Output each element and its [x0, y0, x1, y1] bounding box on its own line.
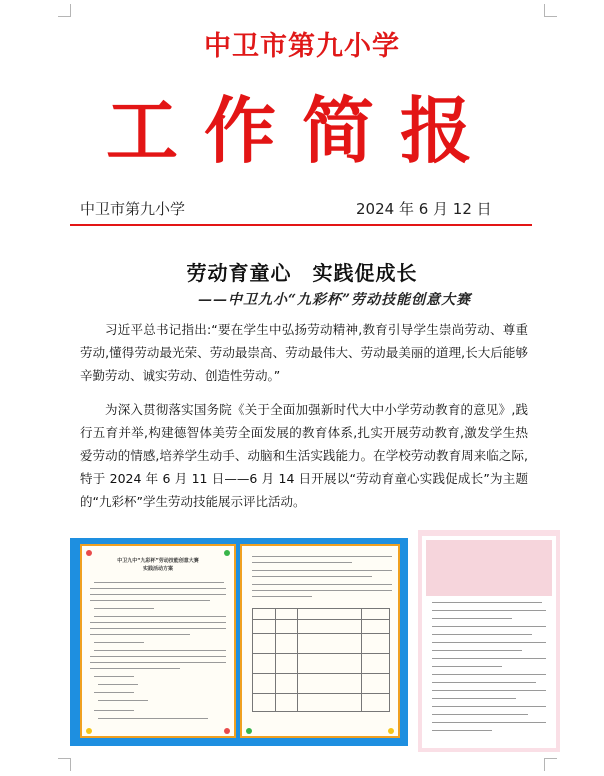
activity-plan-score-table [252, 608, 390, 712]
masthead-school-name: 中卫市第九小学 [80, 200, 186, 218]
activity-plan-heading-line2: 实践活动方案 [142, 566, 173, 572]
crop-mark-bottom-left [58, 758, 71, 771]
activity-plan-page-left [80, 544, 236, 738]
document-photo-image [418, 530, 560, 752]
crop-mark-top-left [58, 4, 71, 17]
masthead-date: 2024 年 6 月 12 日 [356, 200, 492, 218]
document-photo-sheet [422, 536, 556, 748]
masthead-divider [70, 224, 532, 226]
article-headline: 劳动育童心 实践促成长 [186, 261, 418, 285]
crop-mark-bottom-right [544, 758, 557, 771]
activity-plan-page-right [240, 544, 400, 738]
document-photo-header [426, 540, 552, 596]
article-paragraph-1: 习近平总书记指出:“要在学生中弘扬劳动精神,教育引导学生崇尚劳动、尊重劳动,懂得劳动最光荣、劳动最崇高、劳动最伟大、劳动最美丽的道理,长大后能够辛勤劳动、诚实劳动、创造性劳动。” [80, 322, 528, 383]
activity-plan-image [70, 538, 408, 746]
bulletin-title: 工作简报 [105, 88, 498, 173]
article-subheadline: ——中卫九小“九彩杯”劳动技能创意大赛 [198, 292, 472, 308]
crop-mark-top-right [544, 4, 557, 17]
school-title: 中卫市第九小学 [204, 31, 400, 62]
activity-plan-heading-line1: 中卫九中“九彩杯”劳动技能创意大赛 [117, 558, 199, 564]
article-paragraph-2: 为深入贯彻落实国务院《关于全面加强新时代大中小学劳动教育的意见》,践行五育并举,构建德智体美劳全面发展的教育体系,扎实开展劳动教育,激发学生热爱劳动的情感,培养学生动手、动脑和生活实践能力。在学校劳动教育周来临之际,特于 2024 年 6 月 11 日——6 月 14 日开展以“劳动育童心实践促成长”为主题的“九彩杯”学生劳动技能展示评比活动。 [80, 402, 528, 509]
